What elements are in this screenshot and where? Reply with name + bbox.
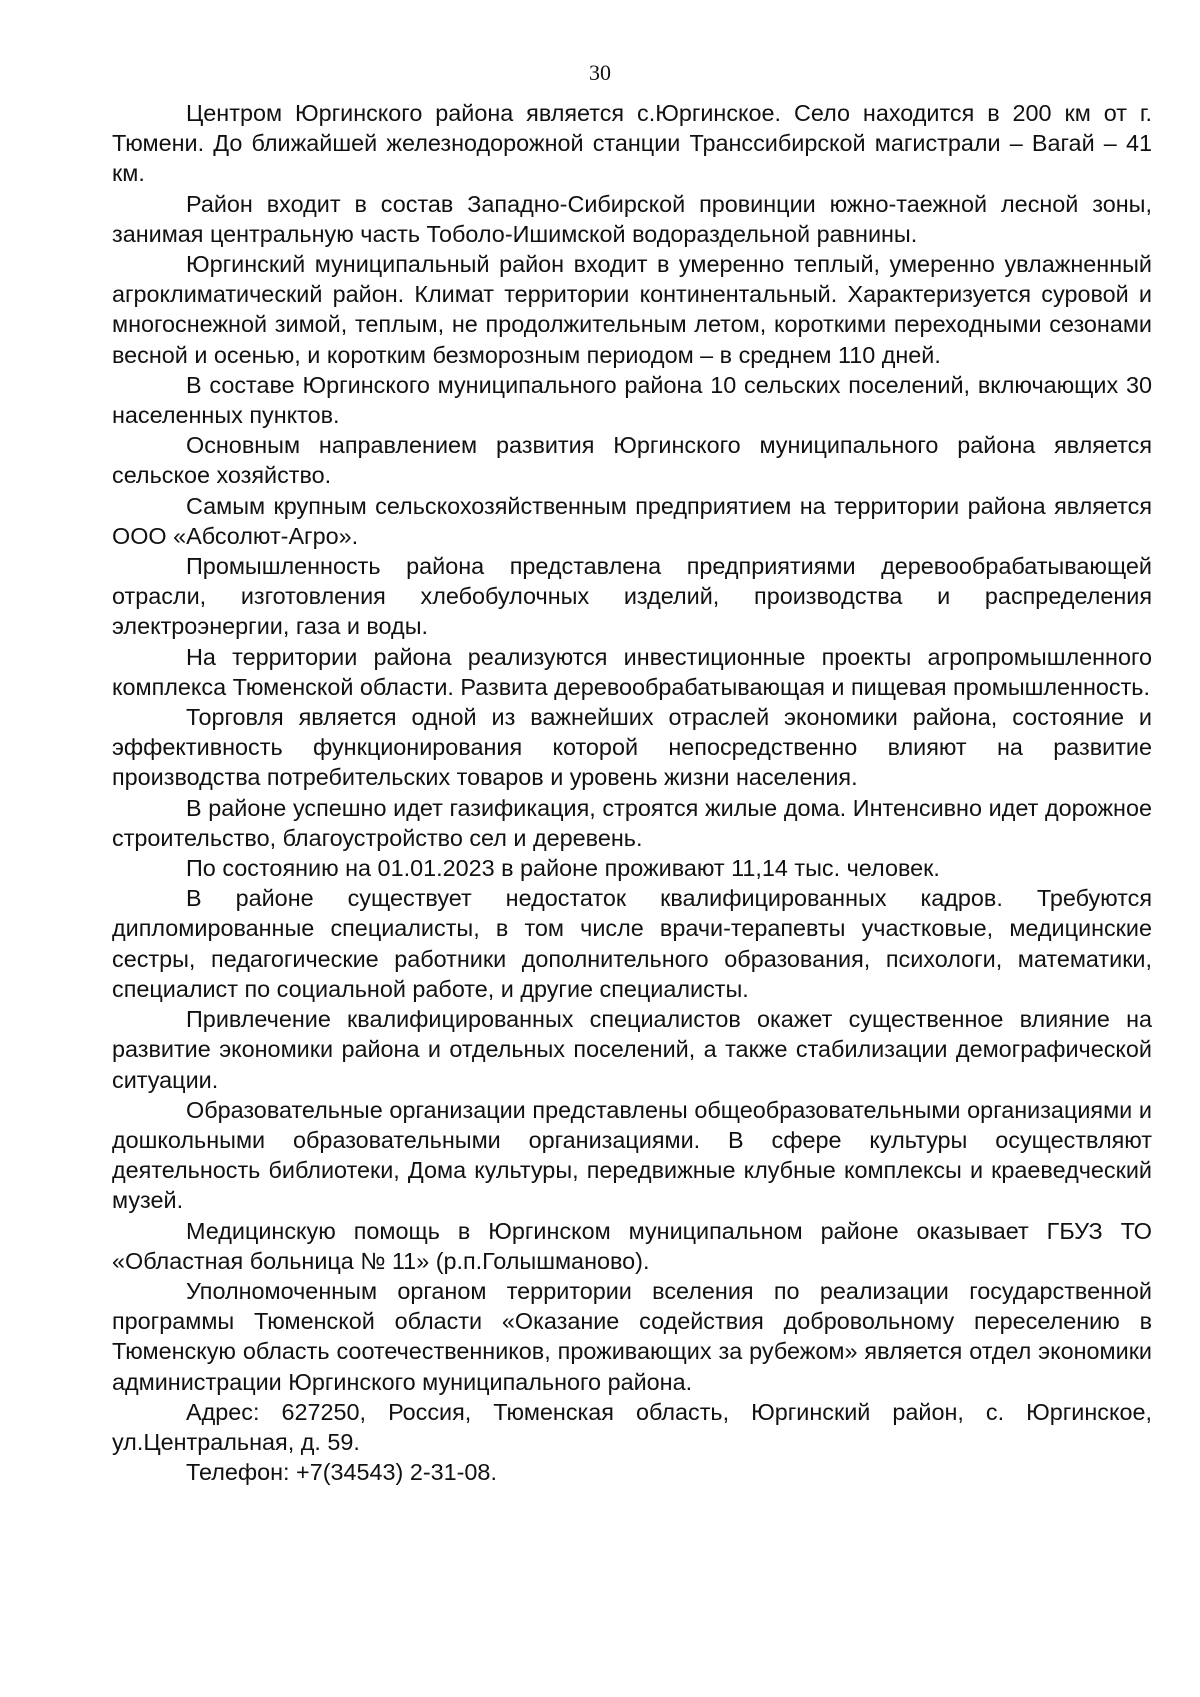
paragraph-phone: Телефон: +7(34543) 2-31-08. xyxy=(186,1459,497,1486)
paragraph-address: Адрес: 627250, Россия, Тюменская область, Юргинский район, с. Юргинское, ул.Центральная, д. 59. xyxy=(112,1398,1152,1455)
paragraph-investment: На территории района реализуются инвестиционные проекты агропромышленного комплекса Тюменской области. Развита деревообрабатывающая и пищевая промышленность. xyxy=(112,643,1152,700)
paragraph-largest-enterprise: Самым крупным сельскохозяйственным предприятием на территории района является ООО «Абсолют-Агро». xyxy=(112,492,1152,549)
paragraph-authorized-body: Уполномоченным органом территории вселения по реализации государственной программы Тюменской области «Оказание содействия добровольному переселению в Тюменскую область соотечественников, проживающих за рубежом» является отдел экономики администрации Юргинского муниципального района. xyxy=(112,1277,1152,1395)
page-number: 30 xyxy=(589,60,611,85)
paragraph-medical: Медицинскую помощь в Юргинском муниципальном районе оказывает ГБУЗ ТО «Областная больница № 11» (р.п.Голышманово). xyxy=(112,1217,1152,1274)
paragraph-trade: Торговля является одной из важнейших отраслей экономики района, состояние и эффективность функционирования которой непосредственно влияют на развитие производства потребительских товаров и уровень жизни населения. xyxy=(112,704,1152,791)
paragraph-climate: Юргинский муниципальный район входит в умеренно теплый, умеренно увлажненный агроклиматический район. Климат территории континентальный. Характеризуется суровой и многоснежной зимой, теплым, не продолжительным летом, короткими переходными сезонами весной и осенью, и коротким безморозным периодом – в среднем 110 дней. xyxy=(112,251,1152,368)
paragraph-gasification: В районе успешно идет газификация, строятся жилые дома. Интенсивно идет дорожное строительство, благоустройство сел и деревень. xyxy=(112,794,1152,851)
document-body xyxy=(112,98,1152,1487)
paragraph-population: По состоянию на 01.01.2023 в районе проживают 11,14 тыс. человек. xyxy=(186,855,940,882)
paragraph-industry: Промышленность района представлена предприятиями деревообрабатывающей отрасли, изготовления хлебобулочных изделий, производства и распределения электроэнергии, газа и воды. xyxy=(112,553,1152,640)
paragraph-development: Основным направлением развития Юргинского муниципального района является сельское хозяйство. xyxy=(112,432,1152,489)
paragraph-staff-shortage: В районе существует недостаток квалифицированных кадров. Требуются дипломированные специалисты, в том числе врачи-терапевты участковые, медицинские сестры, педагогические работники дополнительного образования, психологи, математики, специалист по социальной работе, и другие специалисты. xyxy=(112,885,1152,1002)
paragraph-education: Образовательные организации представлены общеобразовательными организациями и дошкольными образовательными организациями. В сфере культуры осуществляют деятельность библиотеки, Дома культуры, передвижные клубные комплексы и краеведческий музей. xyxy=(112,1096,1152,1214)
paragraph-district-center: Центром Юргинского района является с.Юргинское. Село находится в 200 км от г. Тюмени. До ближайшей железнодорожной станции Транссибирской магистрали – Вагай – 41 км. xyxy=(112,100,1152,187)
paragraph-specialists: Привлечение квалифицированных специалистов окажет существенное влияние на развитие экономики района и отдельных поселений, а также стабилизации демографической ситуации. xyxy=(112,1006,1152,1093)
paragraph-settlements: В составе Юргинского муниципального района 10 сельских поселений, включающих 30 населенных пунктов. xyxy=(112,371,1152,429)
paragraph-province: Район входит в состав Западно-Сибирской провинции южно-таежной лесной зоны, занимая центральную часть Тоболо-Ишимской водораздельной равнины. xyxy=(112,190,1152,247)
